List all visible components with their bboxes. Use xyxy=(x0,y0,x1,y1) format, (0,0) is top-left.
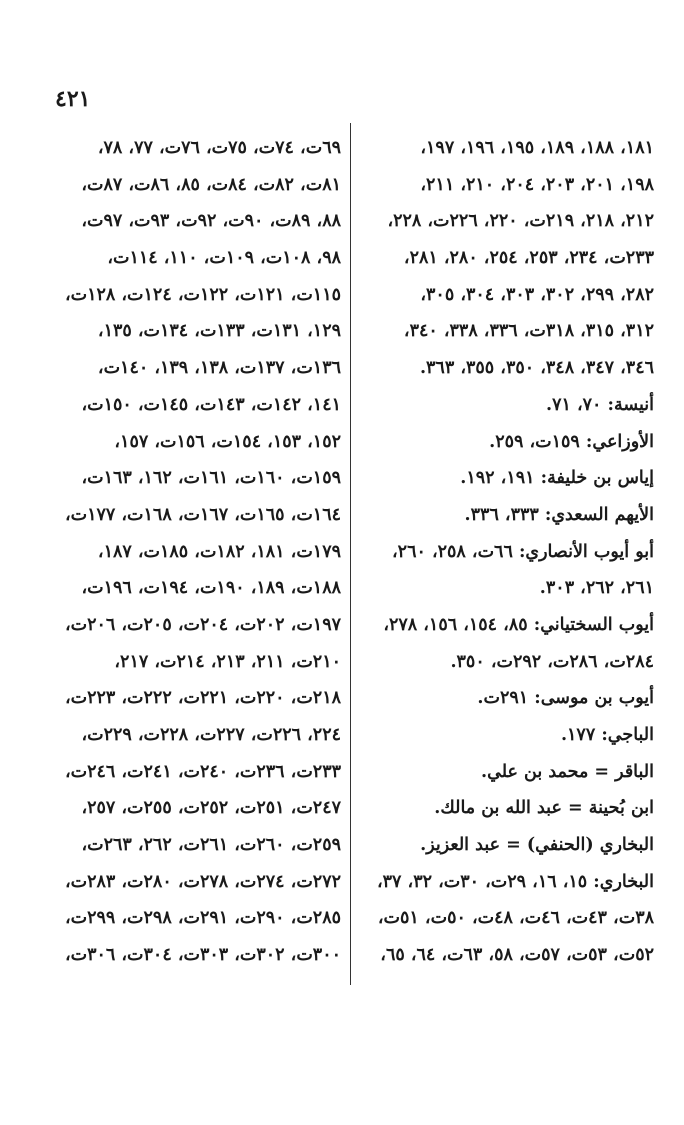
index-line: ٢٦١، ٢٦٢، ٣٠٣. xyxy=(539,578,654,599)
index-line: ١٨١، ١٨٨، ١٨٩، ١٩٥، ١٩٦، ١٩٧، xyxy=(420,138,654,158)
index-line: ١٦٤ت، ١٦٥ت، ١٦٧ت، ١٦٨ت، ١٧٧ت، xyxy=(64,504,341,525)
index-line: ٢٣٣ت، ٢٣٦ت، ٢٤٠ت، ٢٤١ت، ٢٤٦ت، xyxy=(64,761,341,782)
index-line: ٢٨٤ت، ٢٨٦ت، ٢٩٢ت، ٣٥٠. xyxy=(450,651,654,672)
index-line: ١٢٩، ١٣١ت، ١٣٣ت، ١٣٤ت، ١٣٥، xyxy=(97,321,341,342)
page-number: ٤٢١ xyxy=(55,86,91,112)
index-line: ٢٧٢ت، ٢٧٤ت، ٢٧٨ت، ٢٨٠ت، ٢٨٣ت، xyxy=(64,871,341,892)
index-line: ١٧٩ت، ١٨١، ١٨٢ت، ١٨٥ت، ١٨٧، xyxy=(97,541,341,562)
index-line: ١٣٦ت، ١٣٧ت، ١٣٨، ١٣٩، ١٤٠ت، xyxy=(97,358,341,379)
index-entry-ayham: الأيهم السعدي: ٣٣٣، ٣٣٦. xyxy=(464,504,654,525)
index-line: ٢٢٤، ٢٢٦ت، ٢٢٧ت، ٢٢٨ت، ٢٢٩ت، xyxy=(81,725,341,745)
index-line: ١٩٧ت، ٢٠٢ت، ٢٠٤ت، ٢٠٥ت، ٢٠٦ت، xyxy=(64,614,341,635)
index-line: ٢٤٧ت، ٢٥١ت، ٢٥٢ت، ٢٥٥ت، ٢٥٧، xyxy=(81,798,341,819)
index-entry-ayyub-musa: أيوب بن موسى: ٢٩١ت. xyxy=(477,688,654,709)
index-line: ٣٠٠ت، ٣٠٢ت، ٣٠٣ت، ٣٠٤ت، ٣٠٦ت، xyxy=(64,945,341,966)
index-line: ٢١٨ت، ٢٢٠ت، ٢٢١ت، ٢٢٢ت، ٢٢٣ت، xyxy=(64,688,341,709)
index-line: ٨٨، ٨٩ت، ٩٠ت، ٩٢ت، ٩٣ت، ٩٧ت، xyxy=(81,211,341,232)
index-entry-bukhari: البخاري: ١٥، ١٦، ٢٩ت، ٣٠ت، ٣٢، ٣٧، xyxy=(376,871,654,892)
index-line: ٢٣٣ت، ٢٣٤، ٢٥٣، ٢٥٤، ٢٨٠، ٢٨١، xyxy=(403,248,654,269)
index-line: ١٩٨، ٢٠١، ٢٠٣، ٢٠٤، ٢١٠، ٢١١، xyxy=(420,174,654,195)
index-column-right xyxy=(349,130,654,974)
index-line: ٦٩ت، ٧٤ت، ٧٥ت، ٧٦ت، ٧٧، ٧٨، xyxy=(97,138,341,158)
index-line: ٣١٢، ٣١٥، ٣١٨ت، ٣٣٦، ٣٣٨، ٣٤٠، xyxy=(403,321,654,342)
index-line: ١٥٢، ١٥٣، ١٥٤ت، ١٥٦ت، ١٥٧، xyxy=(114,431,341,452)
index-entry-baqir: الباقر = محمد بن علي. xyxy=(481,761,654,782)
column-divider xyxy=(350,123,351,985)
index-entry-awzai: الأوزاعي: ١٥٩ت، ٢٥٩. xyxy=(489,431,654,452)
index-line: ١٨٨ت، ١٨٩، ١٩٠ت، ١٩٤ت، ١٩٦ت، xyxy=(81,578,341,599)
index-column-left xyxy=(49,130,341,974)
index-entry-buhayna: ابن بُحينة = عبد الله بن مالك. xyxy=(434,798,654,819)
index-line: ٥٢ت، ٥٣ت، ٥٧ت، ٥٨، ٦٣ت، ٦٤، ٦٥، xyxy=(380,945,654,966)
index-line: ٨١ت، ٨٢ت، ٨٤ت، ٨٥، ٨٦ت، ٨٧ت، xyxy=(81,174,341,195)
index-line: ٢٨٢، ٢٩٩، ٣٠٢، ٣٠٣، ٣٠٤، ٣٠٥، xyxy=(420,284,654,305)
index-entry-ayyub-sakhtiyani: أيوب السختياني: ٨٥، ١٥٤، ١٥٦، ٢٧٨، xyxy=(383,614,654,635)
index-entry-iyas: إياس بن خليفة: ١٩١، ١٩٢. xyxy=(460,468,654,489)
index-line: ٢٨٥ت، ٢٩٠ت، ٢٩١ت، ٢٩٨ت، ٢٩٩ت، xyxy=(64,908,341,929)
index-entry-baji: الباجي: ١٧٧. xyxy=(560,725,654,745)
index-line: ٢١٠ت، ٢١١، ٢١٣، ٢١٤ت، ٢١٧، xyxy=(114,651,341,672)
index-line: ٣٤٦، ٣٤٧، ٣٤٨، ٣٥٠، ٣٥٥، ٣٦٣. xyxy=(419,358,654,379)
index-entry-anisa: أنيسة: ٧٠، ٧١. xyxy=(545,394,654,415)
index-line: ٢٥٩ت، ٢٦٠ت، ٢٦١ت، ٢٦٢، ٢٦٣ت، xyxy=(81,835,341,856)
index-line: ١٤١، ١٤٢ت، ١٤٣ت، ١٤٥ت، ١٥٠ت، xyxy=(81,394,341,415)
index-line: ٣٨ت، ٤٣ت، ٤٦ت، ٤٨ت، ٥٠ت، ٥١ت، xyxy=(377,908,654,929)
index-line: ٢١٢، ٢١٨، ٢١٩ت، ٢٢٠، ٢٢٦ت، ٢٢٨، xyxy=(387,211,654,232)
index-line: ١١٥ت، ١٢١ت، ١٢٢ت، ١٢٤ت، ١٢٨ت، xyxy=(64,284,341,305)
index-entry-abu-ayyub: أبو أيوب الأنصاري: ٦٦ت، ٢٥٨، ٢٦٠، xyxy=(392,541,654,562)
index-line: ٩٨، ١٠٨ت، ١٠٩ت، ١١٠، ١١٤ت، xyxy=(107,248,341,269)
index-line: ١٥٩ت، ١٦٠ت، ١٦١ت، ١٦٢، ١٦٣ت، xyxy=(81,468,341,489)
index-entry-bukhari-hanafi: البخاري (الحنفي) = عبد العزيز. xyxy=(420,835,654,856)
